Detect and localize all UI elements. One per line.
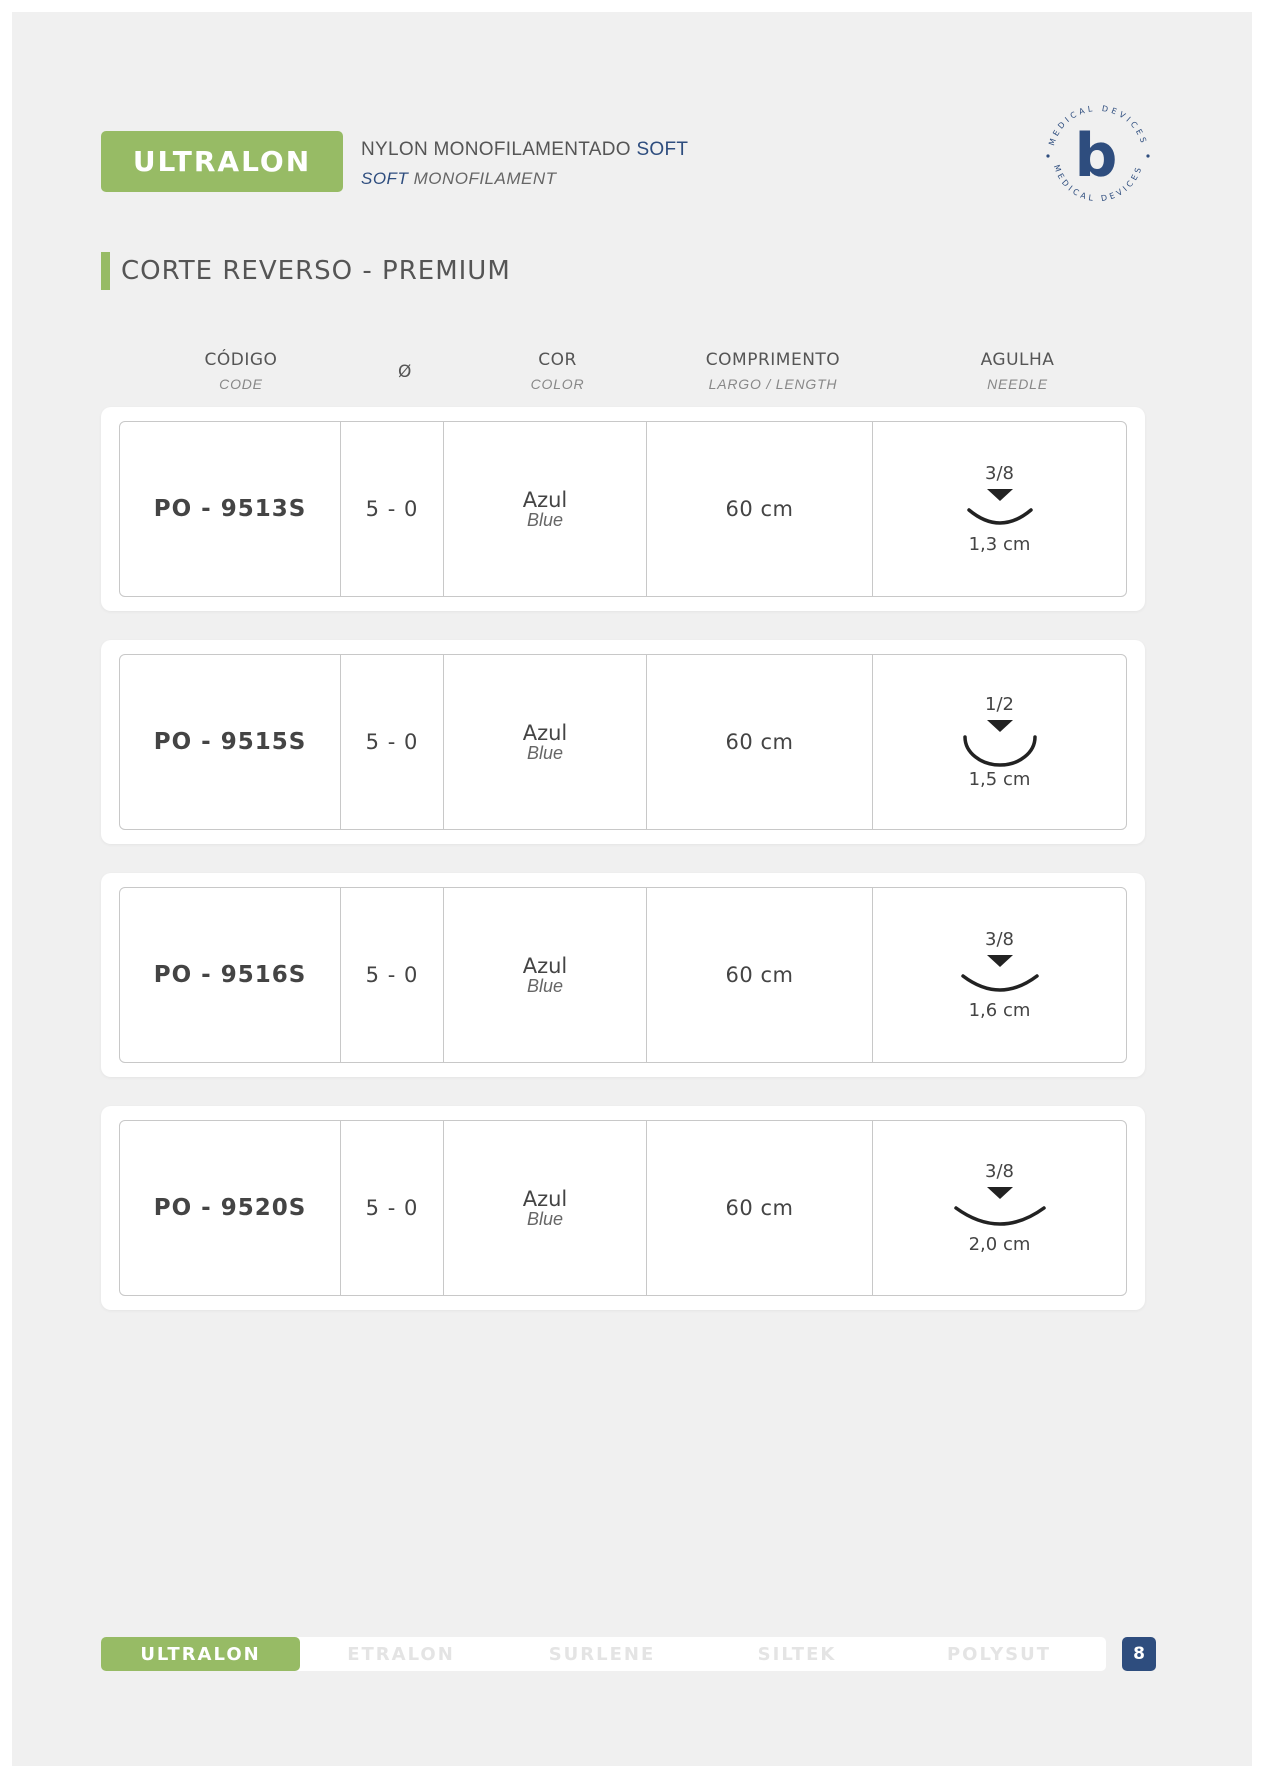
product-length: 60 cm: [647, 655, 873, 829]
column-header-needle-en: NEEDLE: [987, 376, 1048, 392]
product-color: [444, 655, 647, 829]
needle-fraction: 3/8: [985, 1161, 1014, 1182]
needle-fraction: 1/2: [985, 694, 1014, 715]
product-color-pt: Azul: [522, 720, 568, 745]
nav-item-siltek[interactable]: SILTEK: [757, 1643, 837, 1665]
svg-text:MEDICAL DEVICES: MEDICAL DEVICES: [1047, 103, 1149, 147]
reverse-cutting-3-8-needle-icon: [955, 950, 1045, 1000]
needle-fraction: 3/8: [985, 929, 1014, 950]
reverse-cutting-3-8-needle-icon: [955, 484, 1045, 534]
nav-item-ultralon[interactable]: ULTRALON: [101, 1637, 300, 1671]
product-row-table: [119, 421, 1127, 597]
desc-line-pt: [361, 139, 688, 161]
desc-pt-text: NYLON MONOFILAMENTADO: [361, 139, 637, 160]
product-length: 60 cm: [647, 422, 873, 596]
column-header-code-en: CODE: [219, 376, 263, 392]
product-line-nav: [101, 1637, 1106, 1671]
needle-size: 1,6 cm: [968, 1000, 1031, 1021]
product-color-pt: Azul: [522, 1186, 568, 1211]
reverse-cutting-1-2-needle-icon: [955, 715, 1045, 769]
product-row-table: [119, 654, 1127, 830]
needle-size: 1,5 cm: [968, 769, 1031, 790]
product-needle: [873, 655, 1126, 829]
column-header-code-pt: CÓDIGO: [204, 350, 278, 370]
company-logo: [1033, 91, 1163, 221]
column-header-needle-pt: AGULHA: [980, 350, 1055, 370]
column-header-needle: [950, 350, 1085, 392]
nav-item-polysut[interactable]: POLYSUT: [946, 1643, 1052, 1665]
product-code: PO - 9520S: [120, 1121, 341, 1295]
desc-en-accent: SOFT: [361, 169, 414, 188]
product-row: [101, 873, 1145, 1077]
product-code: PO - 9516S: [120, 888, 341, 1062]
product-row: [101, 407, 1145, 611]
product-row: [101, 640, 1145, 844]
column-header-length: [680, 350, 866, 392]
product-diameter: 5 - 0: [341, 655, 444, 829]
product-color: [444, 1121, 647, 1295]
column-header-length-pt: COMPRIMENTO: [705, 350, 841, 370]
desc-line-en: [361, 169, 688, 189]
product-color-pt: Azul: [522, 487, 568, 512]
product-color-en: Blue: [526, 742, 564, 763]
product-diameter: 5 - 0: [341, 1121, 444, 1295]
product-row: [101, 1106, 1145, 1310]
desc-pt-accent: SOFT: [636, 139, 689, 160]
nav-item-etralon[interactable]: ETRALON: [347, 1643, 455, 1665]
product-color-en: Blue: [526, 1208, 564, 1229]
nav-item-surlene[interactable]: SURLENE: [548, 1643, 656, 1665]
product-length: 60 cm: [647, 1121, 873, 1295]
product-length: 60 cm: [647, 888, 873, 1062]
product-color-en: Blue: [526, 975, 564, 996]
needle-size: 2,0 cm: [968, 1234, 1031, 1255]
needle-fraction: 3/8: [985, 463, 1014, 484]
column-header-color: [500, 350, 615, 392]
column-header-length-en: LARGO / LENGTH: [708, 376, 838, 392]
column-header-diameter: [380, 362, 430, 382]
desc-en-text: MONOFILAMENT: [413, 169, 557, 188]
product-row-table: [119, 1120, 1127, 1296]
product-description: [361, 139, 688, 189]
brand-badge: ULTRALON: [101, 131, 343, 192]
product-color-en: Blue: [526, 509, 564, 530]
product-diameter: 5 - 0: [341, 422, 444, 596]
product-row-table: [119, 887, 1127, 1063]
product-needle: [873, 422, 1126, 596]
product-color-pt: Azul: [522, 953, 568, 978]
product-needle: [873, 888, 1126, 1062]
reverse-cutting-3-8-needle-icon: [950, 1182, 1050, 1234]
product-code: PO - 9513S: [120, 422, 341, 596]
product-color: [444, 888, 647, 1062]
page-number: 8: [1122, 1637, 1156, 1671]
product-needle: [873, 1121, 1126, 1295]
product-code: PO - 9515S: [120, 655, 341, 829]
column-header-color-pt: COR: [538, 350, 577, 370]
column-header-diameter-symbol: Ø: [398, 362, 412, 382]
product-diameter: 5 - 0: [341, 888, 444, 1062]
section-title: CORTE REVERSO - PREMIUM: [101, 252, 511, 290]
needle-size: 1,3 cm: [968, 534, 1031, 555]
logo-letter: b: [1074, 121, 1118, 191]
column-header-color-en: COLOR: [530, 376, 585, 392]
column-header-code: [176, 350, 306, 392]
svg-text:MEDICAL DEVICES: MEDICAL DEVICES: [1051, 163, 1145, 204]
product-color: [444, 422, 647, 596]
